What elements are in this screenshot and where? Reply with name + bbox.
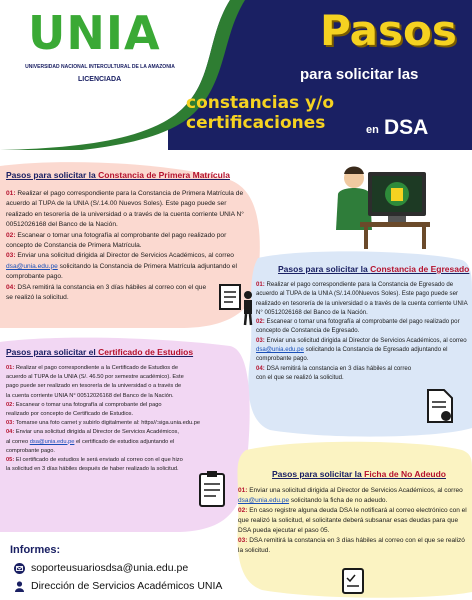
header-banner: [0, 0, 472, 150]
step-item: [256, 317, 468, 336]
step-item: [6, 428, 184, 456]
document-clipboard-icon: [196, 470, 230, 510]
step-item: [238, 486, 468, 506]
presenter-board-icon: [216, 283, 256, 327]
step-text: El certificado de estudios le será enviado al correo con el que hizo la solicitud en 3 días hábiles después de haber realizado la solicitud.: [6, 457, 183, 473]
clipboard-checklist-icon: [340, 566, 368, 596]
step-item: [6, 364, 184, 401]
email-icon: [14, 563, 25, 574]
section-title-no-adeudo: [272, 469, 446, 479]
step-text: Tomarse una foto carnet y subirlo digitalmente al: https//:siga.unia.edu.pe: [14, 420, 201, 427]
section-title-prefix: Pasos para solicitar la: [278, 264, 371, 274]
email-link[interactable]: dsa@unia.edu.pe: [238, 497, 290, 504]
section-title-highlight: Ficha de No Adeudo: [364, 469, 446, 479]
step-number: 02:: [6, 231, 16, 239]
email-link[interactable]: dsa@unia.edu.pe: [256, 346, 304, 354]
steps-certificado: [6, 364, 201, 474]
section-title-highlight: Constancia de Primera Matrícula: [98, 170, 230, 180]
step-text: Escanear o tomar una fotografía al comprobante del pago realizado por concepto de Constancia de Egresado.: [256, 318, 460, 335]
step-number: 04:: [256, 364, 265, 372]
step-text: DSA remitirá la constancia en 3 días hábiles al correo con el que se realizó la solicitud.: [238, 537, 465, 554]
step-item: [6, 401, 184, 419]
page-subtitle-dsa: DSA: [384, 116, 429, 139]
steps-egresado: [256, 280, 468, 382]
unia-logo: [8, 6, 178, 86]
step-item: [6, 456, 184, 474]
logo-wordmark: UNIA: [28, 6, 161, 60]
contact-email[interactable]: [14, 562, 188, 574]
step-item: [256, 336, 468, 364]
step-item: [6, 251, 254, 282]
step-text: Realizar el pago correspondiente a la Certificado de Estudios de acuerdo al TUPA de la UNIA (S/. 46.50 por semestre académico). Este pago puede ser realizado en tesorería de la universidad o a través de la cuenta corriente UNIA N° 00512026168 del Banco de la Nación.: [6, 365, 184, 399]
step-number: 01:: [6, 365, 15, 371]
step-text: DSA remitirá la constancia en 3 días hábiles al correo con el que se realizó la solicitud.: [256, 364, 412, 381]
step-number: 03:: [6, 252, 16, 260]
section-title-highlight: Constancia de Egresado: [370, 264, 470, 274]
step-text: Realizar el pago correspondiente para la Constancia de Primera Matrícula de acuerdo al TUPA de la UNIA (S/.14.00 Nuevos Soles). Este pago puede ser realizado en tesorería de la universidad o a través de la cuenta corriente UNIA N° 00512026168 del Banco de la Nación.: [6, 190, 244, 229]
step-text: solicitando la Constancia de Egresado adjuntando el comprobante pago.: [256, 346, 448, 363]
step-text: Realizar el pago correspondiente para la Constancia de Egresado de acuerdo al TUPA de la UNIA (S/.14.00Nuevos Soles). Este pago puede ser realizado en tesorería de la universidad o a través de la cuenta corriente UNIA N° 00512026168 del Banco de la Nación.: [256, 281, 468, 316]
step-number: 01:: [6, 190, 16, 197]
section-title-prefix: Pasos para solicitar el: [6, 347, 99, 357]
step-text: solicitando la Constancia de Primera Matrícula adjuntando el comprobante pago.: [6, 262, 238, 281]
page-subtitle-line1: para solicitar las: [300, 66, 419, 83]
section-title-certificado: [6, 347, 193, 357]
step-number: 04:: [6, 429, 15, 436]
logo-university-name: UNIVERSIDAD NACIONAL INTERCULTURAL DE LA AMAZONIA: [25, 64, 175, 70]
section-title-primera-matricula: [6, 170, 230, 180]
step-text: Enviar una solicitud dirigida al Director de Servicios Académicos, al correo: [264, 336, 467, 344]
contact-office: [14, 580, 222, 592]
step-item: [238, 536, 468, 556]
contact-email-text[interactable]: soporteusuariosdsa@unia.edu.pe: [31, 562, 189, 574]
step-number: 01:: [238, 487, 248, 494]
page-title: Pasos: [320, 6, 457, 55]
step-text: Enviar una solicitud dirigida al Director de Servicios Académicos, al correo: [15, 252, 234, 260]
step-item: [256, 280, 468, 317]
step-text: En caso registre alguna deuda DSA le notificará al correo electrónico con el que realizó la solicitud, el solicitante deberá subsanar esas deudas para que DSA pueda ejecutar el paso 05.: [238, 507, 467, 534]
step-number: 01:: [256, 281, 265, 288]
email-link[interactable]: dsa@unia.edu.pe: [6, 262, 58, 270]
page-subtitle-line2: constancias y/o certificaciones: [186, 93, 335, 133]
step-text: DSA remitirá la constancia en 3 días hábiles al correo con el que se realizó la solicitud.: [6, 283, 207, 302]
steps-no-adeudo: [238, 486, 468, 556]
step-number: 03:: [238, 537, 248, 544]
step-item: [6, 231, 254, 252]
step-number: 02:: [256, 318, 265, 326]
step-text: Escanear o tomar una fotografía al comprobante del pago realizado por concepto de Constancia de Primera Matrícula.: [6, 231, 227, 250]
section-title-highlight: Certificado de Estudios: [98, 347, 194, 357]
contact-office-text: Dirección de Servicios Académicos UNIA: [31, 580, 223, 592]
section-title-egresado: [278, 264, 469, 274]
email-link[interactable]: dsa@unia.edu.pe: [29, 438, 75, 445]
page-subtitle-en: en: [366, 124, 379, 136]
informes-title: Informes:: [10, 544, 61, 556]
section-title-prefix: Pasos para solicitar la: [6, 170, 99, 180]
certificate-checklist-icon: [424, 386, 458, 426]
step-item: [238, 506, 468, 536]
step-number: 03:: [6, 420, 15, 427]
step-item: [256, 364, 468, 383]
section-title-prefix: Pasos para solicitar la: [272, 469, 365, 479]
step-item: [6, 189, 254, 231]
person-icon: [14, 581, 25, 592]
person-at-computer-icon: [330, 160, 430, 252]
step-number: 02:: [6, 401, 15, 408]
step-text: el certificado de estudios adjuntando el comprobante pago.: [6, 438, 175, 454]
step-text: solicitando la ficha de no adeudo.: [289, 497, 388, 504]
step-number: 04:: [6, 283, 16, 291]
step-text: Escanear o tomar una fotografía al comprobante del pago realizado por concepto de Certificado de Estudios.: [6, 401, 162, 418]
logo-licensed-label: LICENCIADA: [78, 76, 122, 83]
step-number: 02:: [238, 507, 248, 514]
step-number: 05:: [6, 457, 15, 464]
step-item: [6, 419, 256, 428]
step-text: Enviar una solicitud dirigida al Director de Servicios Académicos, al correo: [247, 487, 463, 494]
step-number: 03:: [256, 336, 265, 344]
step-text: Enviar una solicitud dirigida al Director de Servicios Académicos, al correo: [6, 429, 179, 445]
